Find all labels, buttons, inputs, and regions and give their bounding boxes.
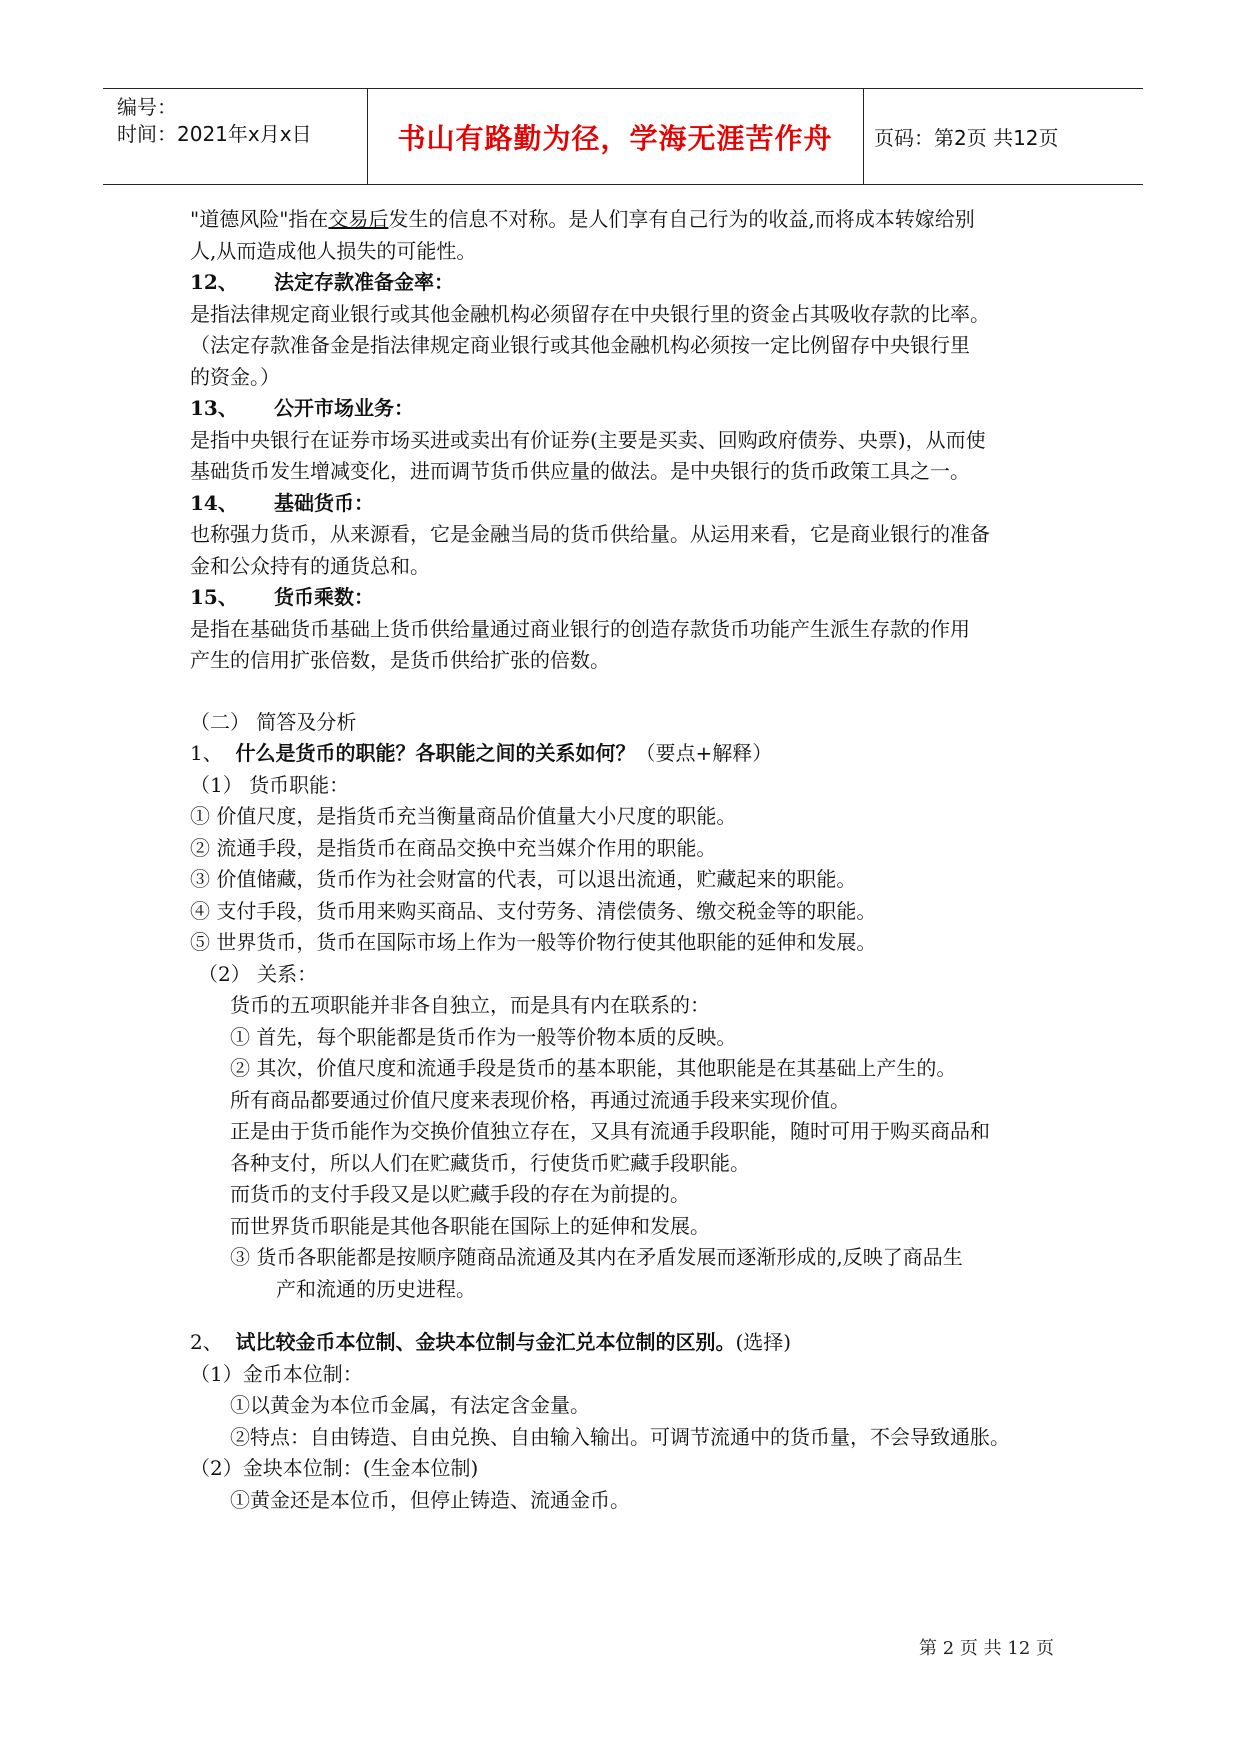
subheading: （1）金币本位制： — [190, 1361, 363, 1386]
paragraph: 而世界货币职能是其他各职能在国际上的延伸和发展。 — [230, 1213, 710, 1238]
motto-text: 书山有路勤为径，学海无涯苦作舟 — [397, 122, 833, 155]
subheading: （1） 货币职能： — [190, 772, 350, 797]
list-item: ①黄金还是本位币，但停止铸造、流通金币。 — [230, 1487, 630, 1512]
spacer — [190, 677, 1060, 707]
question-note: （要点+解释） — [635, 741, 773, 765]
term-title: 基础货币： — [274, 490, 374, 515]
paragraph: 产生的信用扩张倍数，是货币供给扩张的倍数。 — [190, 648, 610, 672]
subheading: （2）金块本位制：(生金本位制) — [190, 1456, 479, 1480]
term-title: 公开市场业务： — [274, 396, 414, 420]
page-info: 页码：第2页 共12页 — [874, 126, 1059, 150]
question-heading-2 — [190, 1327, 1060, 1359]
list-item: ① 价值尺度，是指货币充当衡量商品价值量大小尺度的职能。 — [190, 804, 737, 828]
list-item: ③ 价值储藏，货币作为社会财富的代表，可以退出流通，贮藏起来的职能。 — [190, 867, 857, 891]
paragraph: 金和公众持有的通货总和。 — [190, 553, 430, 578]
term-number: 12、 — [190, 270, 238, 294]
term-heading-14 — [190, 488, 1060, 520]
list-item: ② 流通手段，是指货币在商品交换中充当媒介作用的职能。 — [190, 835, 717, 860]
term-number: 13、 — [190, 396, 238, 420]
question-number: 1、 — [190, 741, 223, 765]
subheading: （2） 关系： — [198, 961, 318, 986]
term-heading-12 — [190, 267, 1060, 299]
term-heading-15 — [190, 582, 1060, 614]
paragraph: 所有商品都要通过价值尺度来表现价格，再通过流通手段来实现价值。 — [230, 1087, 850, 1112]
page-header — [103, 88, 1143, 185]
paragraph: 也称强力货币，从来源看，它是金融当局的货币供给量。从运用来看，它是商业银行的准备 — [190, 522, 990, 546]
term-heading-13 — [190, 393, 1060, 425]
page-footer: 第 2 页 共 12 页 — [919, 1638, 1054, 1659]
paragraph: 基础货币发生增减变化，进而调节货币供应量的做法。是中央银行的货币政策工具之一。 — [190, 459, 970, 483]
list-item: ①以黄金为本位币金属，有法定含金量。 — [230, 1393, 590, 1417]
text-run: 发生的信息不对称。是人们享有自己行为的收益,而将成本转嫁给别 — [388, 207, 975, 231]
paragraph: （法定存款准备金是指法律规定商业银行或其他金融机构必须按一定比例留存中央银行里 — [190, 333, 970, 357]
header-motto-cell — [367, 89, 864, 184]
paragraph: 正是由于货币能作为交换价值独立存在，又具有流通手段职能，随时可用于购买商品和 — [230, 1119, 990, 1143]
term-number: 14、 — [190, 490, 238, 515]
question-title: 试比较金币本位制、金块本位制与金汇兑本位制的区别。 — [235, 1330, 736, 1354]
question-note: (选择) — [735, 1330, 792, 1354]
paragraph: 的资金。） — [190, 364, 280, 389]
spacer — [190, 1305, 1060, 1327]
paragraph — [190, 204, 1060, 236]
document-body — [190, 204, 1060, 1516]
doc-number-label: 编号： — [117, 95, 177, 119]
list-item: ②特点：自由铸造、自由兑换、自由输入输出。可调节流通中的货币量，不会导致通胀。 — [230, 1424, 1010, 1449]
term-number: 15、 — [190, 585, 238, 609]
paragraph: 是指在基础货币基础上货币供给量通过商业银行的创造存款货币功能产生派生存款的作用 — [190, 616, 970, 641]
paragraph: 人,从而造成他人损失的可能性。 — [190, 238, 477, 263]
underlined-term: 交易后 — [328, 207, 389, 231]
paragraph: 是指法律规定商业银行或其他金融机构必须留存在中央银行里的资金占其吸收存款的比率。 — [190, 301, 990, 326]
paragraph: 各种支付，所以人们在贮藏货币，行使货币贮藏手段职能。 — [230, 1150, 750, 1175]
term-title: 法定存款准备金率： — [274, 270, 454, 294]
list-item: ① 首先，每个职能都是货币作为一般等价物本质的反映。 — [230, 1024, 737, 1049]
header-page-cell — [864, 89, 1143, 184]
section-heading: （二） 简答及分析 — [190, 709, 357, 734]
question-number: 2、 — [190, 1330, 223, 1354]
list-item: ③ 货币各职能都是按顺序随商品流通及其内在矛盾发展而逐渐形成的,反映了商品生 — [230, 1245, 963, 1269]
list-item: ② 其次，价值尺度和流通手段是货币的基本职能，其他职能是在其基础上产生的。 — [230, 1056, 957, 1080]
paragraph: 而货币的支付手段又是以贮藏手段的存在为前提的。 — [230, 1182, 690, 1206]
paragraph: 是指中央银行在证券市场买进或卖出有价证券(主要是买卖、回购政府债券、央票)，从而使 — [190, 427, 986, 452]
text-run: "道德风险"指在 — [190, 207, 329, 231]
list-item: ⑤ 世界货币，货币在国际市场上作为一般等价物行使其他职能的延伸和发展。 — [190, 930, 877, 954]
list-item: ④ 支付手段，货币用来购买商品、支付劳务、清偿债务、缴交税金等的职能。 — [190, 898, 877, 923]
question-title: 什么是货币的职能？各职能之间的关系如何？ — [235, 741, 636, 765]
paragraph: 产和流通的历史进程。 — [276, 1276, 476, 1301]
header-left-cell — [103, 89, 368, 184]
term-title: 货币乘数： — [274, 585, 374, 609]
paragraph: 货币的五项职能并非各自独立，而是具有内在联系的： — [230, 993, 710, 1017]
date-label: 时间：2021年x月x日 — [117, 122, 312, 146]
question-heading-1 — [190, 738, 1060, 770]
